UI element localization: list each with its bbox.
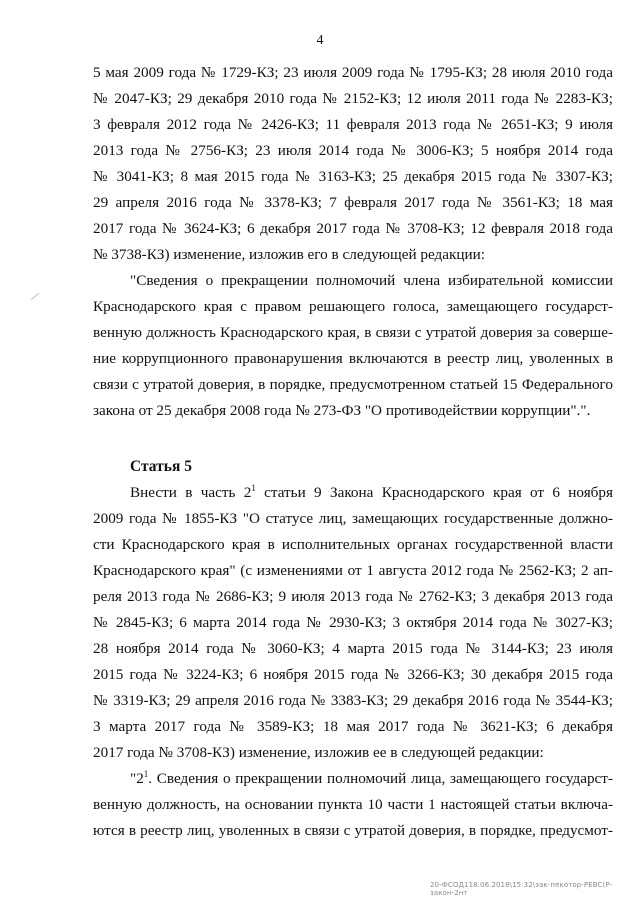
quote1-line: венную должность Краснодарского края, в связи с утратой доверия за соверше- [93,324,613,341]
page-number: 4 [316,33,324,48]
para2-line: 2009 года № 1855-КЗ "О статусе лиц, замещающих государственные должно- [93,510,613,527]
para1-line: 2013 года № 2756-КЗ; 23 июля 2014 года № 3006-КЗ; 5 ноября 2014 года [93,142,613,159]
para1-line: 5 мая 2009 года № 1729-КЗ; 23 июля 2009 года № 1795-КЗ; 28 июля 2010 года [93,64,613,81]
quote1-line: закона от 25 декабря 2008 года № 273-ФЗ "О противодействии коррупции".". [93,402,591,419]
quote2-line: ются в реестр лиц, уволенных в связи с утратой доверия, в порядке, предусмот- [93,822,613,839]
para1-line: № 3738-КЗ) изменение, изложив его в следующей редакции: [93,246,485,263]
intro-text-a: Внести в часть 2 [130,484,252,501]
para2-line: 2017 года № 3708-КЗ) изменение, изложив ее в следующей редакции: [93,744,544,761]
document-footer: 20-ФСОД118.06.2018\15:32\зак-пекотор-РЕВС(Р-закон-2нт [430,881,613,897]
margin-mark [31,293,39,300]
quote2-line [130,768,613,790]
para1-line: 2017 года № 3624-КЗ; 6 декабря 2017 года № 3708-КЗ; 12 февраля 2018 года [93,220,613,237]
para1-line: 3 февраля 2012 года № 2426-КЗ; 11 февраля 2013 года № 2651-КЗ; 9 июля [93,116,613,133]
para2-line: № 2845-КЗ; 6 марта 2014 года № 2930-КЗ; 3 октября 2014 года № 3027-КЗ; [93,614,613,631]
quote1-line: Краснодарского края с правом решающего голоса, замещающего государст- [93,298,613,315]
para2-line: 28 ноября 2014 года № 3060-КЗ; 4 марта 2015 года № 3144-КЗ; 23 июля [93,640,613,657]
quote2-superscript: 1 [143,768,149,779]
intro-superscript: 1 [251,482,256,493]
para2-line: 3 марта 2017 года № 3589-КЗ; 18 мая 2017 года № 3621-КЗ; 6 декабря [93,718,613,735]
para1-line: № 3041-КЗ; 8 мая 2015 года № 3163-КЗ; 25 декабря 2015 года № 3307-КЗ; [93,168,613,185]
quote2-line: венную должность, на основании пункта 10 части 1 настоящей статьи включа- [93,796,613,813]
para2-line: Краснодарского края" (с изменениями от 1 августа 2012 года № 2562-КЗ; 2 ап- [93,562,613,579]
quote1-line: ние коррупционного правонарушения включаются в реестр лиц, уволенных в [93,350,613,367]
para2-line: реля 2013 года № 2686-КЗ; 9 июля 2013 года № 2762-КЗ; 3 декабря 2013 года [93,588,613,605]
article-heading: Статья 5 [130,458,192,475]
quote2-text-b: . Сведения о прекращении полномочий лица, замещающего государст- [148,770,613,787]
article5-intro-line [130,482,613,504]
quote1-line: "Сведения о прекращении полномочий члена избирательной комиссии [130,272,613,289]
intro-text-b: статьи 9 Закона Краснодарского края от 6 ноября [255,484,613,501]
para2-line: сти Краснодарского края в исполнительных органах государственной власти [93,536,613,553]
quote2-text-a: "2 [130,770,144,787]
para1-line: № 2047-КЗ; 29 декабря 2010 года № 2152-КЗ; 12 июля 2011 года № 2283-КЗ; [93,90,613,107]
para1-line: 29 апреля 2016 года № 3378-КЗ; 7 февраля 2017 года № 3561-КЗ; 18 мая [93,194,613,211]
para2-line: 2015 года № 3224-КЗ; 6 ноября 2015 года № 3266-КЗ; 30 декабря 2015 года [93,666,613,683]
para2-line: № 3319-КЗ; 29 апреля 2016 года № 3383-КЗ; 29 декабря 2016 года № 3544-КЗ; [93,692,613,709]
quote1-line: связи с утратой доверия, в порядке, предусмотренном статьей 15 Федерального [93,376,613,393]
